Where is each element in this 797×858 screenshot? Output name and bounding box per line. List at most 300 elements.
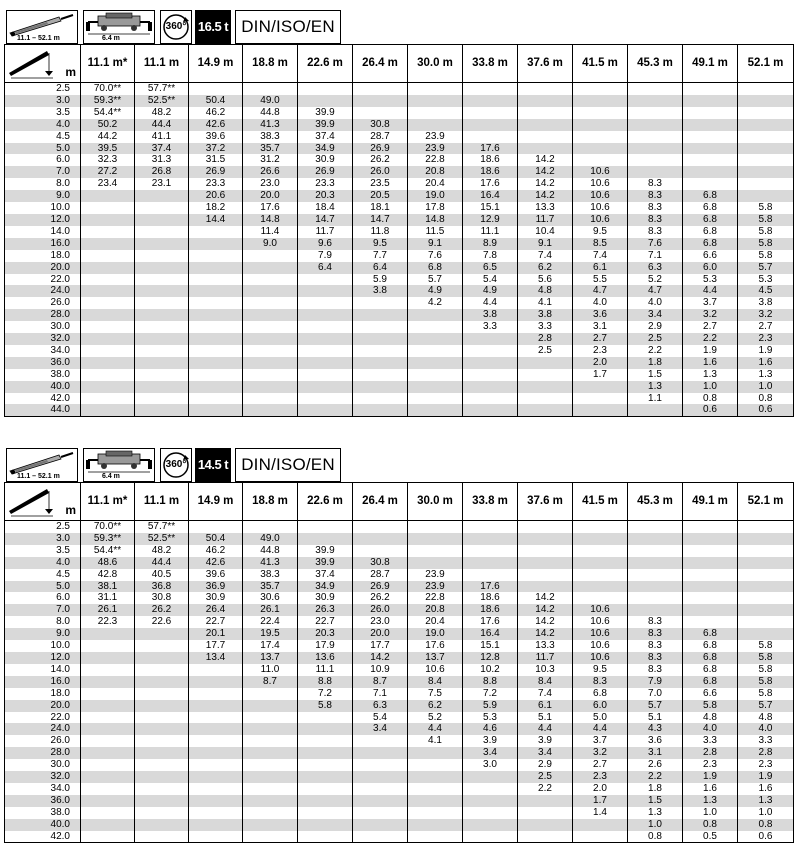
- table-row: [5, 521, 794, 533]
- capacity-cell: 70.0**: [81, 521, 135, 533]
- capacity-cell: 5.2: [628, 274, 683, 286]
- capacity-cell: 6.8: [683, 226, 738, 238]
- capacity-cell: 5.9: [463, 700, 518, 712]
- capacity-cell: [573, 521, 628, 533]
- capacity-cell: 1.0: [738, 807, 794, 819]
- capacity-cell: 10.6: [573, 166, 628, 178]
- capacity-cell: 9.6: [298, 238, 353, 250]
- capacity-cell: 3.9: [463, 735, 518, 747]
- capacity-cell: [683, 557, 738, 569]
- table-row: [5, 557, 794, 569]
- table-row: [5, 238, 794, 250]
- capacity-cell: [298, 345, 353, 357]
- column-header: 14.9 m: [189, 45, 243, 83]
- capacity-cell: [463, 83, 518, 95]
- capacity-cell: [738, 569, 794, 581]
- capacity-cell: [135, 333, 189, 345]
- table-header-row: [5, 45, 794, 83]
- capacity-cell: 26.1: [243, 604, 298, 616]
- table-row: [5, 747, 794, 759]
- capacity-cell: 8.3: [628, 190, 683, 202]
- capacity-cell: 6.8: [683, 190, 738, 202]
- capacity-cell: [135, 819, 189, 831]
- capacity-cell: 5.8: [738, 238, 794, 250]
- capacity-cell: [463, 557, 518, 569]
- capacity-cell: 14.4: [189, 214, 243, 226]
- capacity-cell: [189, 795, 243, 807]
- capacity-cell: 2.3: [738, 333, 794, 345]
- capacity-cell: [243, 700, 298, 712]
- capacity-cell: 2.7: [738, 321, 794, 333]
- capacity-cell: [189, 369, 243, 381]
- column-header: 41.5 m: [573, 45, 628, 83]
- radius-corner-cell: [5, 483, 81, 521]
- capacity-cell: 5.8: [738, 640, 794, 652]
- radius-cell: 3.5: [5, 107, 81, 119]
- capacity-cell: [683, 616, 738, 628]
- capacity-cell: [81, 214, 135, 226]
- capacity-cell: 23.4: [81, 178, 135, 190]
- capacity-cell: [135, 309, 189, 321]
- column-header: 30.0 m: [408, 483, 463, 521]
- capacity-cell: 5.8: [738, 664, 794, 676]
- capacity-cell: [189, 783, 243, 795]
- capacity-cell: [738, 166, 794, 178]
- capacity-cell: [298, 297, 353, 309]
- capacity-cell: [738, 557, 794, 569]
- capacity-cell: [518, 119, 573, 131]
- column-header: 11.1 m: [135, 45, 189, 83]
- capacity-cell: 7.1: [628, 250, 683, 262]
- capacity-cell: 4.8: [738, 712, 794, 724]
- capacity-cell: 54.4**: [81, 107, 135, 119]
- capacity-cell: 9.1: [408, 238, 463, 250]
- capacity-cell: 6.8: [683, 202, 738, 214]
- radius-cell: 36.0: [5, 357, 81, 369]
- table-row: [5, 652, 794, 664]
- table-row: [5, 393, 794, 405]
- capacity-cell: [738, 178, 794, 190]
- capacity-cell: 4.9: [463, 285, 518, 297]
- capacity-cell: 7.0: [628, 688, 683, 700]
- capacity-cell: 20.0: [243, 190, 298, 202]
- capacity-cell: [135, 723, 189, 735]
- capacity-cell: [189, 723, 243, 735]
- capacity-cell: [298, 831, 353, 843]
- capacity-cell: 17.6: [408, 640, 463, 652]
- radius-unit-label: m: [65, 65, 76, 80]
- table-row: [5, 226, 794, 238]
- capacity-cell: [683, 143, 738, 155]
- capacity-cell: 3.7: [573, 735, 628, 747]
- capacity-cell: [353, 783, 408, 795]
- capacity-cell: 13.3: [518, 640, 573, 652]
- table-row: [5, 404, 794, 416]
- capacity-cell: [81, 628, 135, 640]
- capacity-cell: [135, 381, 189, 393]
- capacity-cell: [573, 381, 628, 393]
- column-header: 49.1 m: [683, 483, 738, 521]
- capacity-cell: 3.8: [463, 309, 518, 321]
- capacity-cell: [81, 393, 135, 405]
- capacity-cell: 3.4: [353, 723, 408, 735]
- capacity-cell: 1.8: [628, 357, 683, 369]
- capacity-cell: [243, 345, 298, 357]
- capacity-cell: 8.8: [298, 676, 353, 688]
- capacity-cell: [463, 545, 518, 557]
- outrigger-spread-label: 6.4 m: [102, 35, 120, 42]
- boom-range-label: 11.1 – 52.1 m: [17, 473, 60, 480]
- capacity-cell: 5.8: [738, 676, 794, 688]
- capacity-cell: [683, 533, 738, 545]
- capacity-cell: 20.6: [189, 190, 243, 202]
- table-row: [5, 640, 794, 652]
- capacity-cell: [408, 345, 463, 357]
- capacity-cell: [353, 333, 408, 345]
- capacity-cell: 2.5: [628, 333, 683, 345]
- capacity-cell: 10.6: [573, 628, 628, 640]
- capacity-cell: 14.2: [518, 592, 573, 604]
- capacity-cell: 4.8: [683, 712, 738, 724]
- capacity-cell: 20.4: [408, 178, 463, 190]
- capacity-cell: [738, 107, 794, 119]
- chart-header-2: [4, 442, 793, 478]
- capacity-cell: 11.7: [518, 214, 573, 226]
- capacity-cell: [738, 131, 794, 143]
- capacity-cell: [353, 309, 408, 321]
- capacity-cell: 14.8: [243, 214, 298, 226]
- capacity-cell: 6.5: [463, 262, 518, 274]
- radius-cell: 10.0: [5, 640, 81, 652]
- capacity-cell: 13.6: [298, 652, 353, 664]
- capacity-cell: 30.9: [189, 592, 243, 604]
- capacity-cell: [408, 545, 463, 557]
- capacity-cell: 1.3: [683, 795, 738, 807]
- capacity-cell: 11.7: [518, 652, 573, 664]
- capacity-cell: 6.8: [683, 628, 738, 640]
- capacity-cell: 14.2: [518, 190, 573, 202]
- radius-cell: 3.0: [5, 95, 81, 107]
- capacity-cell: [353, 795, 408, 807]
- radius-cell: 7.0: [5, 604, 81, 616]
- outrigger-badge: [83, 10, 155, 44]
- outrigger-base-icon: [84, 12, 154, 36]
- table-row: [5, 771, 794, 783]
- capacity-cell: 26.9: [353, 581, 408, 593]
- capacity-cell: 23.3: [298, 178, 353, 190]
- capacity-cell: 5.7: [408, 274, 463, 286]
- capacity-cell: [683, 107, 738, 119]
- capacity-cell: 52.5**: [135, 95, 189, 107]
- capacity-cell: [463, 819, 518, 831]
- capacity-cell: 6.6: [683, 250, 738, 262]
- table-row: [5, 131, 794, 143]
- capacity-cell: [135, 345, 189, 357]
- radius-cell: 4.5: [5, 569, 81, 581]
- capacity-cell: 0.6: [738, 831, 794, 843]
- capacity-cell: 18.6: [463, 592, 518, 604]
- capacity-cell: 36.9: [189, 581, 243, 593]
- capacity-cell: [518, 807, 573, 819]
- capacity-cell: [573, 143, 628, 155]
- capacity-cell: 6.8: [408, 262, 463, 274]
- capacity-cell: 12.8: [463, 652, 518, 664]
- capacity-cell: 17.7: [189, 640, 243, 652]
- capacity-cell: [81, 723, 135, 735]
- capacity-cell: 3.3: [463, 321, 518, 333]
- column-header: 11.1 m: [135, 483, 189, 521]
- capacity-cell: [81, 700, 135, 712]
- capacity-cell: [463, 783, 518, 795]
- table-row: [5, 676, 794, 688]
- capacity-cell: 23.9: [408, 143, 463, 155]
- capacity-cell: [189, 297, 243, 309]
- capacity-cell: [408, 533, 463, 545]
- capacity-cell: 39.9: [298, 119, 353, 131]
- load-table-1: [4, 44, 794, 417]
- capacity-cell: [683, 569, 738, 581]
- capacity-cell: 10.3: [518, 664, 573, 676]
- capacity-cell: 23.1: [135, 178, 189, 190]
- capacity-cell: 14.2: [518, 604, 573, 616]
- capacity-cell: [189, 226, 243, 238]
- capacity-cell: 30.8: [353, 557, 408, 569]
- column-header: 37.6 m: [518, 483, 573, 521]
- capacity-cell: [463, 95, 518, 107]
- capacity-cell: 8.3: [628, 652, 683, 664]
- capacity-cell: 37.4: [298, 569, 353, 581]
- capacity-cell: 34.9: [298, 143, 353, 155]
- capacity-cell: 70.0**: [81, 83, 135, 95]
- capacity-cell: 6.0: [683, 262, 738, 274]
- capacity-cell: [683, 592, 738, 604]
- capacity-cell: [81, 712, 135, 724]
- capacity-cell: [189, 250, 243, 262]
- capacity-cell: 4.0: [628, 297, 683, 309]
- capacity-cell: 26.3: [298, 604, 353, 616]
- capacity-cell: [298, 285, 353, 297]
- capacity-cell: 37.4: [298, 131, 353, 143]
- capacity-cell: [408, 333, 463, 345]
- table-row: [5, 369, 794, 381]
- radius-cell: 34.0: [5, 783, 81, 795]
- capacity-cell: 26.6: [243, 166, 298, 178]
- capacity-cell: 37.2: [189, 143, 243, 155]
- capacity-cell: [353, 807, 408, 819]
- table-row: [5, 297, 794, 309]
- radius-cell: 20.0: [5, 700, 81, 712]
- capacity-cell: [463, 771, 518, 783]
- capacity-cell: [463, 119, 518, 131]
- capacity-cell: 26.9: [189, 166, 243, 178]
- capacity-cell: [683, 166, 738, 178]
- capacity-cell: [135, 759, 189, 771]
- capacity-cell: [353, 533, 408, 545]
- capacity-cell: 3.2: [683, 309, 738, 321]
- capacity-cell: [463, 381, 518, 393]
- capacity-cell: 26.0: [353, 604, 408, 616]
- table-row: [5, 735, 794, 747]
- capacity-cell: 7.8: [463, 250, 518, 262]
- capacity-cell: [683, 95, 738, 107]
- capacity-cell: 26.0: [353, 166, 408, 178]
- capacity-cell: 4.2: [408, 297, 463, 309]
- capacity-cell: 1.9: [738, 771, 794, 783]
- capacity-cell: [189, 345, 243, 357]
- capacity-cell: 4.4: [408, 723, 463, 735]
- capacity-cell: 7.1: [353, 688, 408, 700]
- capacity-cell: [408, 783, 463, 795]
- table-row: [5, 700, 794, 712]
- capacity-cell: 4.1: [408, 735, 463, 747]
- capacity-cell: [135, 747, 189, 759]
- capacity-cell: 6.0: [573, 700, 628, 712]
- capacity-cell: 3.3: [738, 735, 794, 747]
- table-row: [5, 190, 794, 202]
- capacity-cell: [573, 533, 628, 545]
- radius-cell: 24.0: [5, 723, 81, 735]
- capacity-cell: [353, 747, 408, 759]
- capacity-cell: [81, 297, 135, 309]
- capacity-cell: [81, 238, 135, 250]
- capacity-cell: 6.3: [628, 262, 683, 274]
- capacity-cell: 30.9: [298, 154, 353, 166]
- capacity-cell: 39.9: [298, 557, 353, 569]
- capacity-cell: [189, 688, 243, 700]
- capacity-cell: [463, 521, 518, 533]
- capacity-cell: 1.7: [573, 369, 628, 381]
- radius-cell: 34.0: [5, 345, 81, 357]
- capacity-cell: [243, 759, 298, 771]
- capacity-cell: [573, 154, 628, 166]
- capacity-cell: [628, 107, 683, 119]
- capacity-cell: 10.6: [573, 616, 628, 628]
- column-header: 22.6 m: [298, 483, 353, 521]
- capacity-cell: [408, 521, 463, 533]
- capacity-cell: 39.6: [189, 569, 243, 581]
- capacity-cell: 28.7: [353, 569, 408, 581]
- capacity-cell: [81, 345, 135, 357]
- capacity-cell: 8.3: [628, 178, 683, 190]
- capacity-cell: 1.8: [628, 783, 683, 795]
- capacity-cell: 7.9: [298, 250, 353, 262]
- capacity-cell: 3.4: [463, 747, 518, 759]
- capacity-cell: 2.2: [518, 783, 573, 795]
- capacity-cell: 17.6: [463, 178, 518, 190]
- capacity-cell: 18.6: [463, 154, 518, 166]
- capacity-cell: [463, 357, 518, 369]
- table-row: [5, 759, 794, 771]
- capacity-cell: [81, 759, 135, 771]
- capacity-cell: 54.4**: [81, 545, 135, 557]
- capacity-cell: [573, 557, 628, 569]
- capacity-cell: 11.5: [408, 226, 463, 238]
- capacity-cell: 1.7: [573, 795, 628, 807]
- capacity-cell: 8.3: [573, 676, 628, 688]
- outrigger-spread-label: 6.4 m: [102, 473, 120, 480]
- capacity-cell: 3.8: [518, 309, 573, 321]
- table-row: [5, 309, 794, 321]
- capacity-cell: 3.9: [518, 735, 573, 747]
- capacity-cell: 4.4: [683, 285, 738, 297]
- capacity-cell: 0.8: [683, 393, 738, 405]
- capacity-cell: [81, 404, 135, 416]
- capacity-cell: 13.4: [189, 652, 243, 664]
- capacity-cell: [408, 309, 463, 321]
- capacity-cell: 11.7: [298, 226, 353, 238]
- capacity-cell: [243, 747, 298, 759]
- capacity-cell: 1.6: [738, 783, 794, 795]
- capacity-cell: 8.4: [518, 676, 573, 688]
- capacity-cell: 2.3: [573, 345, 628, 357]
- capacity-cell: [135, 226, 189, 238]
- capacity-cell: [298, 521, 353, 533]
- load-chart-section-2: [4, 442, 793, 842]
- capacity-cell: 46.2: [189, 545, 243, 557]
- capacity-cell: 5.5: [573, 274, 628, 286]
- capacity-cell: 26.2: [135, 604, 189, 616]
- capacity-cell: [135, 735, 189, 747]
- capacity-cell: 26.4: [189, 604, 243, 616]
- capacity-cell: [189, 807, 243, 819]
- capacity-cell: 1.6: [683, 783, 738, 795]
- capacity-cell: [189, 381, 243, 393]
- capacity-cell: [81, 640, 135, 652]
- capacity-cell: [353, 819, 408, 831]
- capacity-cell: [243, 688, 298, 700]
- radius-cell: 36.0: [5, 795, 81, 807]
- table-row: [5, 712, 794, 724]
- capacity-cell: [353, 297, 408, 309]
- capacity-cell: 14.7: [353, 214, 408, 226]
- capacity-cell: [298, 723, 353, 735]
- capacity-cell: 0.8: [738, 393, 794, 405]
- capacity-cell: [353, 369, 408, 381]
- capacity-cell: 3.4: [628, 309, 683, 321]
- capacity-cell: 2.7: [573, 333, 628, 345]
- capacity-cell: [463, 404, 518, 416]
- radius-cell: 32.0: [5, 771, 81, 783]
- table-row: [5, 616, 794, 628]
- capacity-cell: [135, 688, 189, 700]
- capacity-cell: 5.7: [738, 700, 794, 712]
- capacity-cell: 20.4: [408, 616, 463, 628]
- radius-cell: 44.0: [5, 404, 81, 416]
- capacity-cell: 11.8: [353, 226, 408, 238]
- radius-cell: 2.5: [5, 83, 81, 95]
- capacity-cell: [463, 795, 518, 807]
- column-header: 49.1 m: [683, 45, 738, 83]
- table-row: [5, 274, 794, 286]
- table-row: [5, 143, 794, 155]
- capacity-cell: 4.1: [518, 297, 573, 309]
- capacity-cell: 5.8: [738, 688, 794, 700]
- table-row: [5, 604, 794, 616]
- capacity-cell: [135, 238, 189, 250]
- capacity-cell: 38.3: [243, 569, 298, 581]
- capacity-cell: 48.6: [81, 557, 135, 569]
- capacity-cell: [243, 297, 298, 309]
- capacity-cell: 9.1: [518, 238, 573, 250]
- capacity-cell: [518, 569, 573, 581]
- capacity-cell: [353, 357, 408, 369]
- radius-cell: 28.0: [5, 747, 81, 759]
- capacity-cell: 6.1: [518, 700, 573, 712]
- capacity-cell: 1.0: [683, 381, 738, 393]
- capacity-cell: 10.6: [573, 652, 628, 664]
- capacity-cell: [189, 333, 243, 345]
- capacity-cell: [81, 688, 135, 700]
